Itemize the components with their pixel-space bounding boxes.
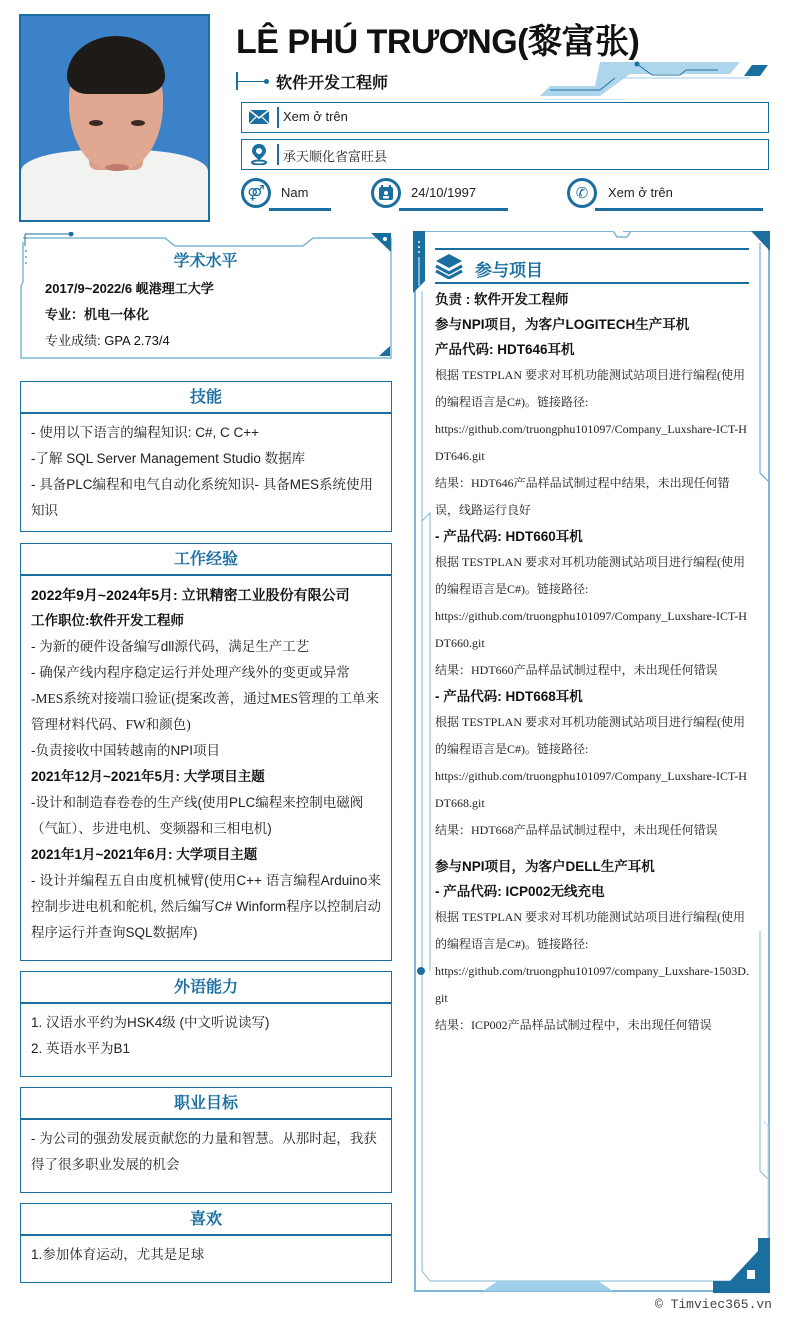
experience-position: 工作职位:软件开发工程师 (31, 613, 184, 628)
education-title: 学术水平 (173, 253, 238, 270)
education-section (19, 232, 392, 360)
photo-mouth (105, 164, 129, 171)
skill-item: - 具备PLC编程和电气自动化系统知识- 具备MES系统使用知识 (31, 477, 374, 518)
phone-value: Xem ở trên (608, 185, 673, 200)
product-description: 根据 TESTPLAN 要求对耳机功能测试站项目进行编程(使用的编程语言是C#)。链接路径: (435, 368, 745, 409)
career-goal-section (20, 1087, 392, 1193)
experience-item: - 为新的硬件设备编写dll源代码，满足生产工艺 (31, 639, 310, 654)
product-repo-link[interactable]: https://github.com/truongphu101097/company_Luxshare-1503D.git (435, 964, 749, 1005)
product-code-icp002: - 产品代码: ICP002无线充电 (435, 884, 605, 899)
product-result: 结果：HDT668产品样品试制过程中，未出现任何错误 (435, 823, 718, 837)
product-result: 结果：ICP002产品样品试制过程中，未出现任何错误 (435, 1018, 712, 1032)
project-role: 负责 : 软件开发工程师 (435, 292, 569, 307)
phone-icon: ✆ (567, 178, 597, 208)
gender-value: Nam (281, 185, 309, 200)
email-value: Xem ở trên (283, 109, 348, 124)
gender-icon: ⚤ (241, 178, 271, 208)
product-result: 结果：HDT646产品样品试制过程中结果，未出现任何错误，线路运行良好 (435, 476, 730, 517)
languages-section (20, 971, 392, 1077)
product-repo-link[interactable]: https://github.com/truongphu101097/Company_Luxshare-ICT-HDT646.git (435, 422, 747, 463)
experience-item: - 设计并编程五自由度机械臂(使用C++ 语言编程Arduino来控制步进电机和舵机, 然后编写C# Winform程序以控制启动程序运行并查询SQL数据库) (31, 873, 381, 940)
experience-company: 2022年9月~2024年5月: 立讯精密工业股份有限公司 (31, 587, 350, 603)
language-item: 2. 英语水平为B1 (31, 1041, 131, 1056)
phone-item (567, 178, 763, 212)
projects-content (435, 287, 753, 1039)
birthday-item (371, 178, 508, 212)
experience-title: 工作经验 (21, 544, 391, 576)
hobbies-section (20, 1203, 392, 1283)
birthday-value: 24/10/1997 (411, 185, 477, 200)
product-code-hdt668: - 产品代码: HDT668耳机 (435, 689, 583, 704)
job-title-connector (236, 68, 276, 96)
experience-project-period: 2021年12月~2021年5月: 大学项目主题 (31, 769, 265, 784)
map-pin-icon (246, 143, 272, 165)
circuit-decoration (540, 60, 770, 100)
education-gpa: 专业成绩: GPA 2.73/4 (45, 333, 170, 348)
projects-header (435, 248, 749, 284)
product-code-hdt660: - 产品代码: HDT660耳机 (435, 529, 583, 544)
hobby-item: 1.参加体育运动，尤其是足球 (31, 1247, 205, 1262)
product-description: 根据 TESTPLAN 要求对耳机功能测试站项目进行编程(使用的编程语言是C#)。链接路径: (435, 555, 745, 596)
product-code-hdt646: 产品代码: HDT646耳机 (435, 342, 575, 357)
photo-eye (131, 120, 145, 126)
education-period: 2017/9~2022/6 岘港理工大学 (45, 281, 214, 296)
project-npi-logitech: 参与NPI项目，为客户LOGITECH生产耳机 (435, 317, 690, 332)
languages-title: 外语能力 (21, 972, 391, 1004)
address-row (241, 139, 769, 170)
layers-icon (435, 253, 463, 284)
skill-item: - 使用以下语言的编程知识: C#, C C++ (31, 425, 260, 440)
hobbies-title: 喜欢 (21, 1204, 391, 1236)
email-row (241, 102, 769, 133)
experience-item: -MES系统对接端口验证(提案改善，通过MES管理的工单来管理材料代码、FW和颜色) (31, 691, 380, 732)
product-result: 结果：HDT660产品样品试制过程中，未出现任何错误 (435, 663, 718, 677)
career-goal-text: - 为公司的强劲发展贡献您的力量和智慧。从那时起，我获得了很多职业发展的机会 (31, 1131, 377, 1172)
experience-item: -负责接收中国转越南的NPI项目 (31, 743, 220, 758)
project-npi-dell: 参与NPI项目，为客户DELL生产耳机 (435, 859, 655, 874)
product-repo-link[interactable]: https://github.com/truongphu101097/Company_Luxshare-ICT-HDT660.git (435, 609, 747, 650)
experience-project-period: 2021年1月~2021年6月: 大学项目主题 (31, 847, 258, 862)
product-description: 根据 TESTPLAN 要求对耳机功能测试站项目进行编程(使用的编程语言是C#)。链接路径: (435, 715, 745, 756)
education-major: 专业：机电一体化 (45, 307, 150, 322)
calendar-user-icon (371, 178, 401, 208)
gender-item (241, 178, 331, 212)
skills-title: 技能 (21, 382, 391, 414)
envelope-icon (246, 106, 272, 128)
skill-item: -了解 SQL Server Management Studio 数据库 (31, 451, 306, 466)
candidate-name: LÊ PHÚ TRƯƠNG(黎富张) (236, 23, 640, 61)
copyright-footer: © Timviec365.vn (654, 1297, 772, 1312)
photo-hair (67, 36, 165, 94)
address-value: 承天顺化省富旺县 (283, 149, 388, 164)
skills-section (20, 381, 392, 532)
experience-section (20, 543, 392, 961)
experience-item: - 确保产线内程序稳定运行并处理产线外的变更或异常 (31, 665, 350, 680)
product-description: 根据 TESTPLAN 要求对耳机功能测试站项目进行编程(使用的编程语言是C#)。链接路径: (435, 910, 745, 951)
profile-photo (19, 14, 210, 222)
career-goal-title: 职业目标 (21, 1088, 391, 1120)
projects-title: 参与项目 (475, 261, 543, 280)
job-title: 软件开发工程师 (276, 75, 389, 92)
photo-eye (89, 120, 103, 126)
experience-item: -设计和制造春卷卷的生产线(使用PLC编程来控制电磁阀（气缸）、步进电机、变频器和三相电机) (31, 795, 364, 836)
product-repo-link[interactable]: https://github.com/truongphu101097/Company_Luxshare-ICT-HDT668.git (435, 769, 747, 810)
language-item: 1. 汉语水平约为HSK4级 (中文听说读写) (31, 1015, 270, 1030)
